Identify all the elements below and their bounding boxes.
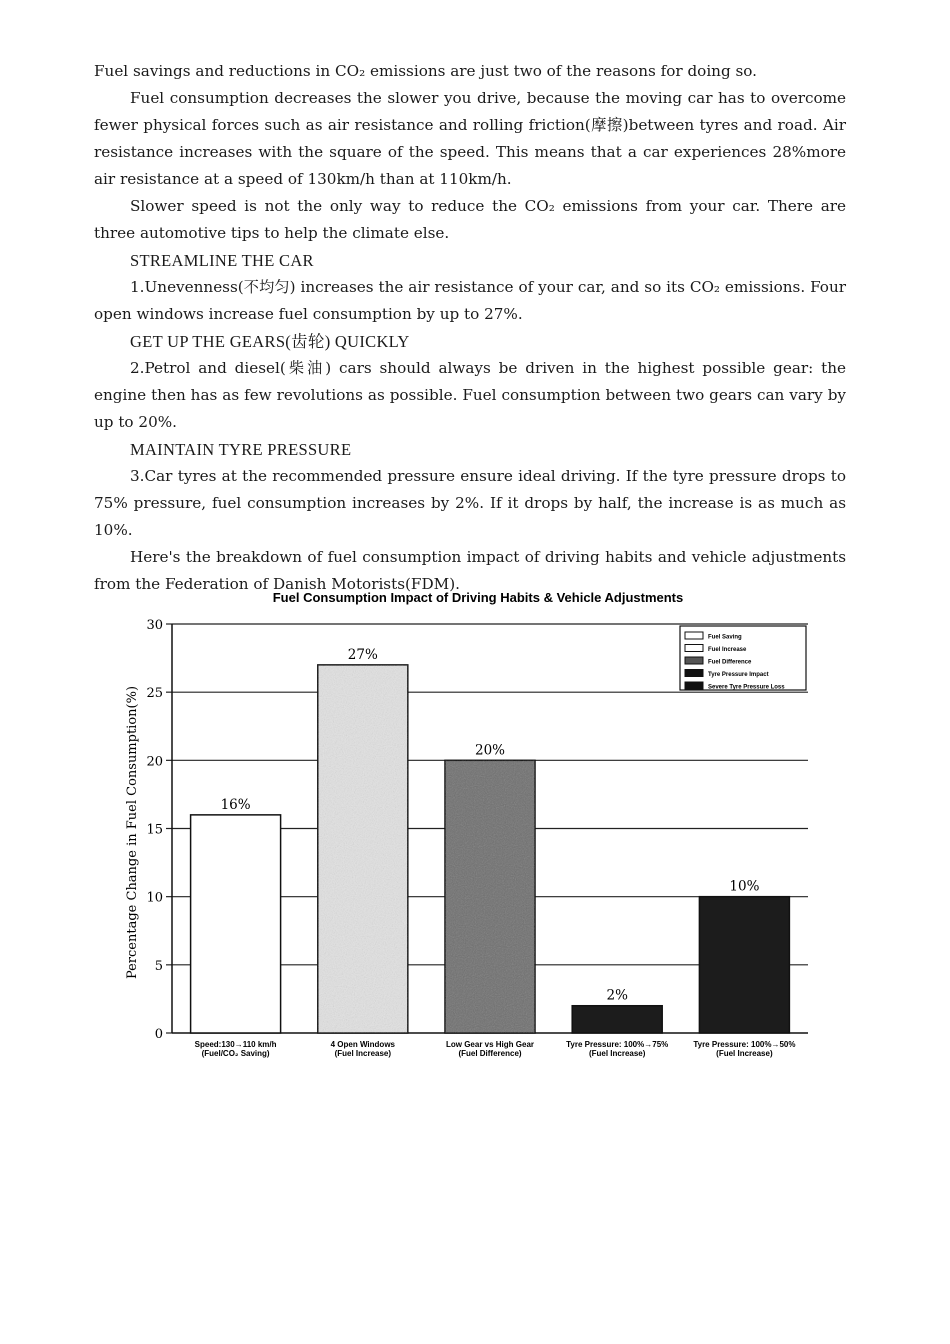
x-tick-label: (Fuel/CO₂ Saving)	[201, 1049, 270, 1058]
legend-label: Tyre Pressure Impact	[708, 672, 769, 678]
y-tick-label: 25	[146, 686, 163, 702]
legend-label: Fuel Difference	[708, 659, 752, 666]
bar	[699, 897, 789, 1033]
data-label: 10%	[729, 878, 760, 895]
x-tick-label: (Fuel Difference)	[458, 1049, 522, 1058]
chart-title: Fuel Consumption Impact of Driving Habits & Vehicle Adjustments	[272, 590, 684, 605]
legend-swatch	[685, 670, 703, 677]
x-tick-label: (Fuel Increase)	[588, 1049, 646, 1058]
legend-swatch	[685, 632, 703, 639]
legend-swatch	[685, 657, 703, 664]
y-tick-label: 10	[146, 890, 163, 906]
legend-swatch	[685, 645, 703, 652]
x-tick-label: Tyre Pressure: 100%→50%	[693, 1040, 796, 1049]
data-label: 2%	[606, 987, 628, 1004]
legend-label: Severe Tyre Pressure Loss	[708, 684, 785, 691]
bar-texture	[318, 665, 408, 1033]
bar	[191, 815, 281, 1033]
paragraph-speed: Fuel consumption decreases the slower you drive, because the moving car has to overcome fewer physical forces such as air resistance and rolling friction(摩擦)between tyres and road. Air resistance increases with the square of the speed. This means that a car experiences 28%more air resistance at a speed of 130km/h than at 110km/h.	[94, 89, 846, 188]
data-label: 27%	[347, 646, 378, 663]
x-tick-label: Tyre Pressure: 100%→75%	[566, 1040, 669, 1049]
tip-1: 1.Unevenness(不均匀) increases the air resistance of your car, and so its CO₂ emissions. Four open windows increase fuel consumption by up to 27%.	[94, 278, 846, 323]
bar	[572, 1006, 662, 1033]
y-tick-label: 15	[146, 822, 163, 838]
heading-gears: GET UP THE GEARS(齿轮) QUICKLY	[130, 332, 410, 351]
x-tick-label: (Fuel Increase)	[716, 1049, 773, 1058]
legend-label: Fuel Increase	[708, 647, 747, 653]
article-body	[94, 58, 846, 598]
x-tick-label: (Fuel Increase)	[334, 1049, 392, 1058]
bar-texture	[445, 760, 535, 1033]
heading-tyre-pressure: MAINTAIN TYRE PRESSURE	[130, 440, 352, 459]
heading-streamline: STREAMLINE THE CAR	[130, 251, 314, 270]
x-tick-label: Speed:130→110 km/h	[194, 1040, 277, 1049]
legend-label: Fuel Saving	[708, 634, 742, 641]
y-axis-label: Percentage Change in Fuel Consumption(%)	[125, 685, 140, 980]
y-tick-label: 0	[154, 1027, 163, 1042]
bar-chart	[0, 582, 950, 1082]
y-tick-label: 30	[146, 618, 163, 633]
tip-2: 2.Petrol and diesel(柴油) cars should always be driven in the highest possible gear: the engine then has as few revolutions as possible. Fuel consumption between two gears can vary by up to 20%.	[94, 359, 846, 431]
paragraph-fdm: Here's the breakdown of fuel consumption impact of driving habits and vehicle adjustments from the Federation of Danish Motorists(FDM).	[94, 548, 846, 593]
paragraph-tips-intro: Slower speed is not the only way to reduce the CO₂ emissions from your car. There are three automotive tips to help the climate else.	[94, 197, 846, 242]
legend-swatch	[685, 682, 703, 689]
data-label: 20%	[474, 742, 506, 759]
chart-container	[0, 582, 950, 1082]
intro-line: Fuel savings and reductions in CO₂ emissions are just two of the reasons for doing so.	[94, 62, 758, 80]
data-label: 16%	[220, 796, 251, 813]
y-tick-label: 5	[154, 958, 163, 974]
x-tick-label: 4 Open Windows	[330, 1040, 395, 1049]
y-tick-label: 20	[146, 754, 163, 770]
tip-3: 3.Car tyres at the recommended pressure ensure ideal driving. If the tyre pressure drops to 75% pressure, fuel consumption increases by 2%. If it drops by half, the increase is as much as 10%.	[94, 467, 846, 539]
x-tick-label: Low Gear vs High Gear	[445, 1040, 535, 1049]
